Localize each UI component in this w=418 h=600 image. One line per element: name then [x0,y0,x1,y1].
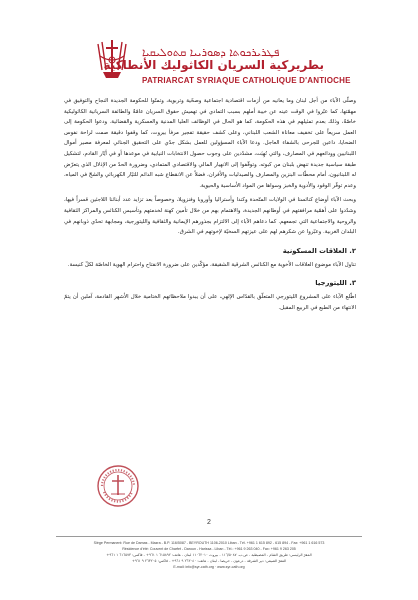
footer-address-ar: المقرّ الرئيسي: طريق الشام - المصيطبة - ص.ب. ١١٦/٥٠٨٧ - بيروت ١١٠٦٢٠١٠ لبنان - هاتف: ٦١٥٨٩٢ ١ ٩٦١+ - فاكس: ٦١٦٥٧٣ ١ ٩٦١+ [106,553,312,557]
body-paragraph-1: وصلّى الآباء من أجل لبنان وما يعانيه من أزمات اقتصادية اجتماعية وصحّية وتربوية، وتمنّوا للحكومة الجديدة النجاح والتوفيق في مهمّتها، كما عبّروا في الوقت عينه عن خيبة أملهم بسبب التمادي في تهميش حقوق السريان عامّةً والطائفة السريانية الكاثوليكية خاصّةً، وذلك بعدم تمثيلهم في هذه الحكومة، كما هو الحال في الوظائف العليا المدنية والعسكرية والقضائية. ودعوا الحكومة إلى العمل سريعاً على تخفيف معاناة الشعب اللبناني، وعلى كشف حقيقة تفجير مرفأ بيروت، كما وقفوا دقيقة صمت لراحة نفوس الضحايا، داعين للجرحى بالشفاء العاجل. ودعا الآباء المسؤولين للعمل بشكل جدّي على التحقيق الجنائي لمعرفة مصير أموال اللبنانيين وودائعهم في المصارف، والتي نُهِبَت، مشدّدين على وجوب حصول الانتخابات النيابية في موعدها أو في أيّار القادم، لتشكيل طبقة سياسية جديدة تنهض بلبنان من كبوته. وتوقّفوا إلى الانهيار المالي والاقتصادي المتمادي، وضرورة الحدّ من الإذلال الذي يتعرّض له اللبنانيون، أمام محطّات البنزين والمصارف والصيدليات والأفران، فضلاً عن الانقطاع شبه الدائم للتيّار الكهربائي والشحّ في المياه، وعدم توفّر الوقود والأدوية والخبز وسواها من المواد الأساسية والحيوية. [64,98,356,189]
arabic-title: بطريركية السريان الكاثوليك الأنطاكية [103,58,324,72]
patriarchal-seal-icon [96,464,140,508]
letterhead [0,16,418,85]
section-2-heading: ٢. العلاقات المسكونية [282,246,356,255]
footer-summer-residence-fr: Résidence d'été: Couvent de Charfet - Daroun - Harissa - Liban - Tél.: +961 9 263 040 - Fax: +961 9 263 205 [122,547,296,551]
letterhead-footer [56,540,362,570]
page-number: 2 [207,519,211,526]
footer-contact: E-mail: info@syr-cath.org · www.syr-cath.org [173,565,245,569]
syriac-title: ܦܛܪܝܪܟܘܬܐ ܕܣܘܪܝܝܐ ܩܬܘܠܝܩܝܐ [142,46,280,59]
section-3-text: اطّلع الآباء على المشروع الليتورجي المتعلّق بالقدّاس الإلهي، على أن يبدوا ملاحظاتهم الختامية خلال الأشهر القادمة، آملين أن يتمّ الانتهاء من الطبع في الربيع المقبل. [64,294,356,311]
footer-summer-residence-ar: المقرّ الصيفي: دير الشرفة - درعون - حريصا - لبنان - هاتف: ٢٦٣٠٤٠ ٩ ٩٦١+ - فاكس: ٢٦٣٢٠٥ ٩ ٩٦١+ [131,559,287,563]
french-title: PATRIARCAT SYRIAQUE CATHOLIQUE D'ANTIOCHE [142,76,351,85]
section-3-heading: ٣. الليتورجيا [315,279,356,288]
footer-address-fr: Siège Permanent: Rue de Damas - Mazra - B.P. 116/5087 - BEYROUTH 1106-2010 Liban - Tél. +961 1 615 892 - 615 894 - Fax: +961 1 616 573 [93,541,325,545]
footer-divider [56,536,362,537]
section-2-text: تناول الآباء موضوع العلاقات الأخوية مع الكنائس الشرقية الشقيقة، مؤكّدين على ضرورة الانفتاح واحترام الهوية الخاصّة لكلّ كنيسة. [67,261,356,268]
letter-body [64,96,356,318]
body-paragraph-2: وبحث الآباء أوضاع كنائسنا في الولايات المتّحدة وكندا وأستراليا وأوروبا وفنزويلا، وخصوصاً بعد تزايد عدد أبنائنا اللاجئين قسراً فيها، وشدّدوا على أهمّية مرافقتهم في أوطانهم الجديدة، والاهتمام بهم من خلال تأمين كهنة لخدمتهم وتأسيس الكنائس والمراكز الثقافية والروحية والاجتماعية التي تجمعهم. كما دعاهم الآباء إلى الالتزام بجذورهم الإيمانية والثقافية والليتورجية، ومجابهة تحدّي ذوبانهم في البلدان الغربية. وعبّروا عن شكرهم لهم على عيزتهم السخيّة لإخوتهم في الشرق. [64,197,356,236]
